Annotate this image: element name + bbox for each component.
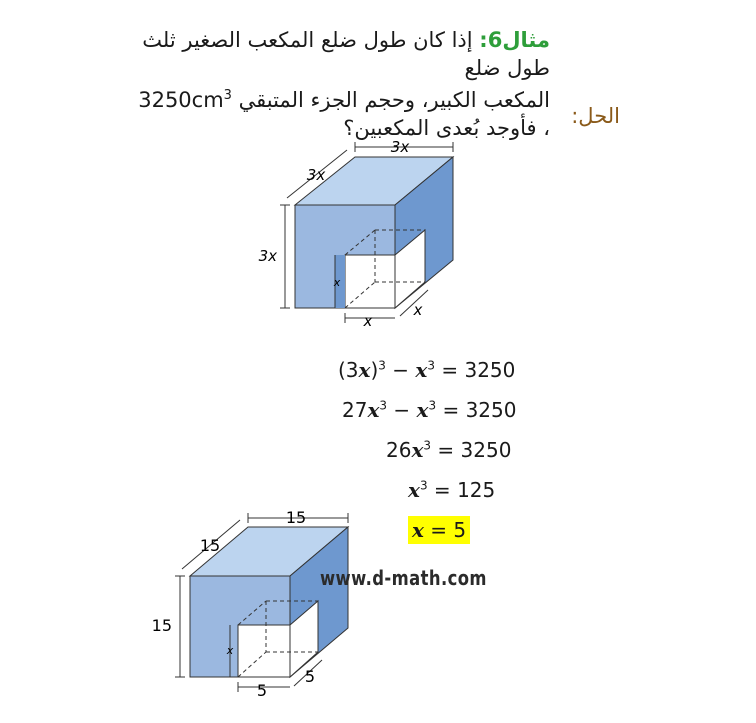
figure-2-inner-width-label: 5 (256, 681, 268, 700)
figure-2-inner-depth-label: 5 (304, 667, 316, 686)
figure-2-top-label: 15 (285, 508, 307, 527)
solution-label: الحل: (571, 104, 620, 128)
equation-4: $x^3 = 125$ (408, 478, 496, 502)
figure-2-height-label: 15 (151, 616, 172, 635)
problem-line-2: المكعب الكبير، وحجم الجزء المتبقي $3250cm^3$ (138, 88, 550, 112)
figure-1-side-label: 3x (306, 166, 326, 184)
watermark: www.d-math.com (320, 566, 487, 590)
equation-3: $26x^3 = 3250$ (386, 438, 512, 462)
equation-1: $(3x)^3 - x^3 = 3250$ (338, 358, 516, 382)
figure-1-inner-width-label: x (363, 312, 373, 330)
equation-2: $27x^3 - x^3 = 3250$ (342, 398, 517, 422)
equation-5-answer: x = 5 (408, 516, 470, 544)
figure-2-side-label: 15 (199, 536, 221, 555)
figure-1-cube (250, 130, 470, 330)
problem-line-1: مثال6: إذا كان طول ضلع المكعب الصغير ثلث طول ضلع (142, 28, 550, 80)
figure-1-top-label: 3x (390, 138, 410, 156)
figure-2-cube (150, 500, 370, 705)
problem-line-3: ، فأوجد بُعدى المكعبين؟ (343, 116, 550, 140)
figure-2-inner-height-label: x (226, 644, 234, 657)
figure-1-inner-height-label: x (333, 276, 341, 289)
figure-1-inner-depth-label: x (413, 301, 423, 319)
volume-exponent: 3 (223, 88, 232, 103)
problem-statement (120, 26, 550, 142)
example-label: مثال6: (479, 28, 550, 52)
figure-1-height-label: 3x (258, 247, 277, 265)
